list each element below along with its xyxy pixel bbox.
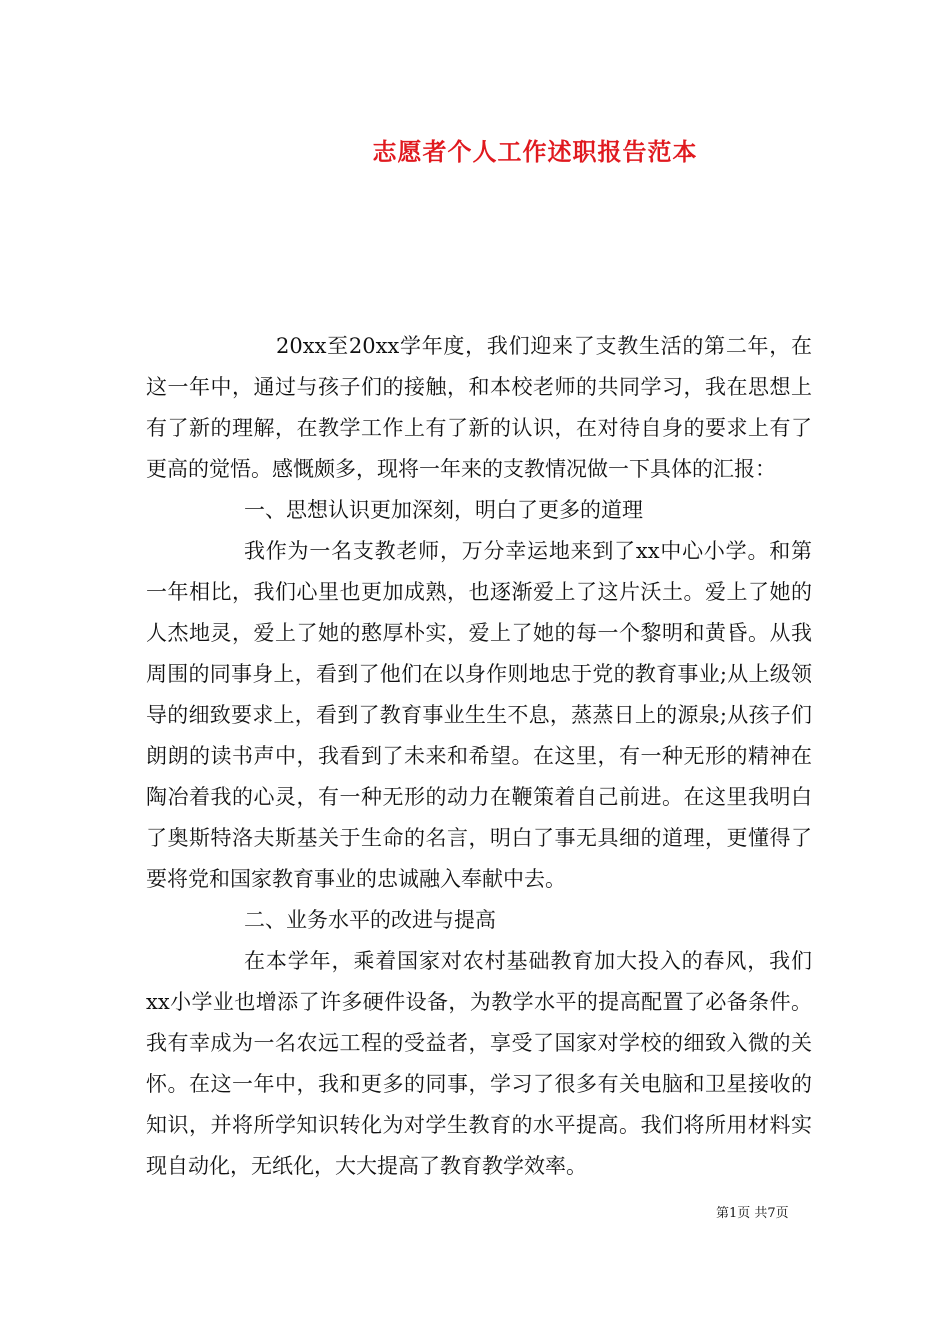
paragraph-section-1: 我作为一名支教老师，万分幸运地来到了xx中心小学。和第一年相比，我们心里也更加成熟，也逐渐爱上了这片沃土。爱上了她的人杰地灵，爱上了她的憨厚朴实，爱上了她的每一个黎明和黄昏。从我周围的同事身上，看到了他们在以身作则地忠于党的教育事业;从上级领导的细致要求上，看到了教育事业生生不息，蒸蒸日上的源泉;从孩子们朗朗的读书声中，我看到了未来和希望。在这里，有一种无形的精神在陶冶着我的心灵，有一种无形的动力在鞭策着自己前进。在这里我明白了奥斯特洛夫斯基关于生命的名言，明白了事无具细的道理，更懂得了要将党和国家教育事业的忠诚融入奉献中去。 <box>146 539 812 891</box>
section-heading-2: 二、业务水平的改进与提高 <box>244 908 496 932</box>
section-heading-1: 一、思想认识更加深刻，明白了更多的道理 <box>244 498 643 522</box>
paragraph-section-2: 在本学年，乘着国家对农村基础教育加大投入的春风，我们xx小学业也增添了许多硬件设备，为教学水平的提高配置了必备条件。我有幸成为一名农远工程的受益者，享受了国家对学校的细致入微的关怀。在这一年中，我和更多的同事，学习了很多有关电脑和卫星接收的知识，并将所学知识转化为对学生教育的水平提高。我们将所用材料实现自动化，无纸化，大大提高了教育教学效率。 <box>146 949 812 1178</box>
document-title-text: 志愿者个人工作述职报告范本 <box>372 137 698 166</box>
page-number-footer: 第1页 共7页 <box>716 1206 789 1221</box>
document-title <box>0 132 950 167</box>
paragraph-intro: 20xx至20xx学年度，我们迎来了支教生活的第二年，在这一年中，通过与孩子们的接触，和本校老师的共同学习，我在思想上有了新的理解，在教学工作上有了新的认识，在对待自身的要求上有了更高的觉悟。感慨颇多，现将一年来的支教情况做一下具体的汇报： <box>146 334 812 481</box>
document-body <box>146 326 812 1187</box>
